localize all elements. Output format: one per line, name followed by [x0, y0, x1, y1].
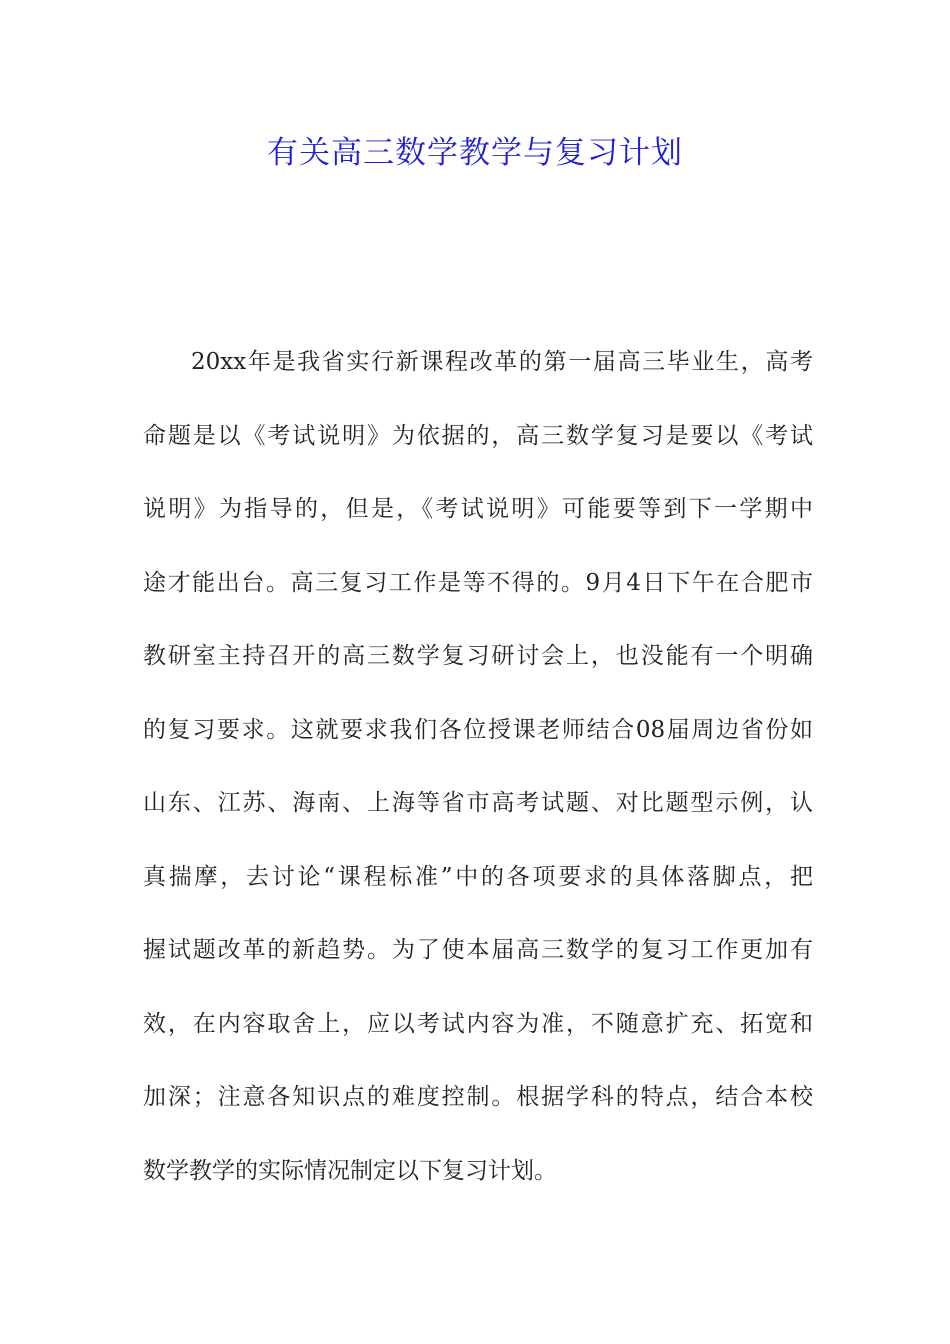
paragraph-line: 命题是以《考试说明》为依据的，高三数学复习是要以《考试: [143, 422, 813, 449]
paragraph-line: 握试题改革的新趋势。为了使本届高三数学的复习工作更加有: [143, 937, 813, 963]
paragraph-line: 的复习要求。这就要求我们各位授课老师结合08届周边省份如: [143, 716, 813, 743]
document-title: 有关高三数学教学与复习计划: [267, 135, 683, 171]
paragraph-line: 说明》为指导的，但是，《考试说明》可能要等到下一学期中: [143, 496, 813, 522]
paragraph-line: 效，在内容取舍上，应以考试内容为准，不随意扩充、拓宽和: [143, 1010, 813, 1037]
paragraph-line: 加深；注意各知识点的难度控制。根据学科的特点，结合本校: [143, 1084, 813, 1110]
paragraph-line: 真揣摩，去讨论“课程标准”中的各项要求的具体落脚点，把: [143, 863, 813, 890]
paragraph-line: 教研室主持召开的高三数学复习研讨会上，也没能有一个明确: [143, 643, 813, 669]
paragraph-line: 途才能出台。高三复习工作是等不得的。9月4日下午在合肥市: [143, 569, 813, 596]
document-paragraph: [143, 338, 813, 1220]
paragraph-line: 20xx年是我省实行新课程改革的第一届高三毕业生，高考: [191, 349, 813, 375]
paragraph-line: 数学教学的实际情况制定以下复习计划。: [143, 1157, 557, 1184]
paragraph-line: 山东、江苏、海南、上海等省市高考试题、对比题型示例，认: [143, 790, 813, 816]
